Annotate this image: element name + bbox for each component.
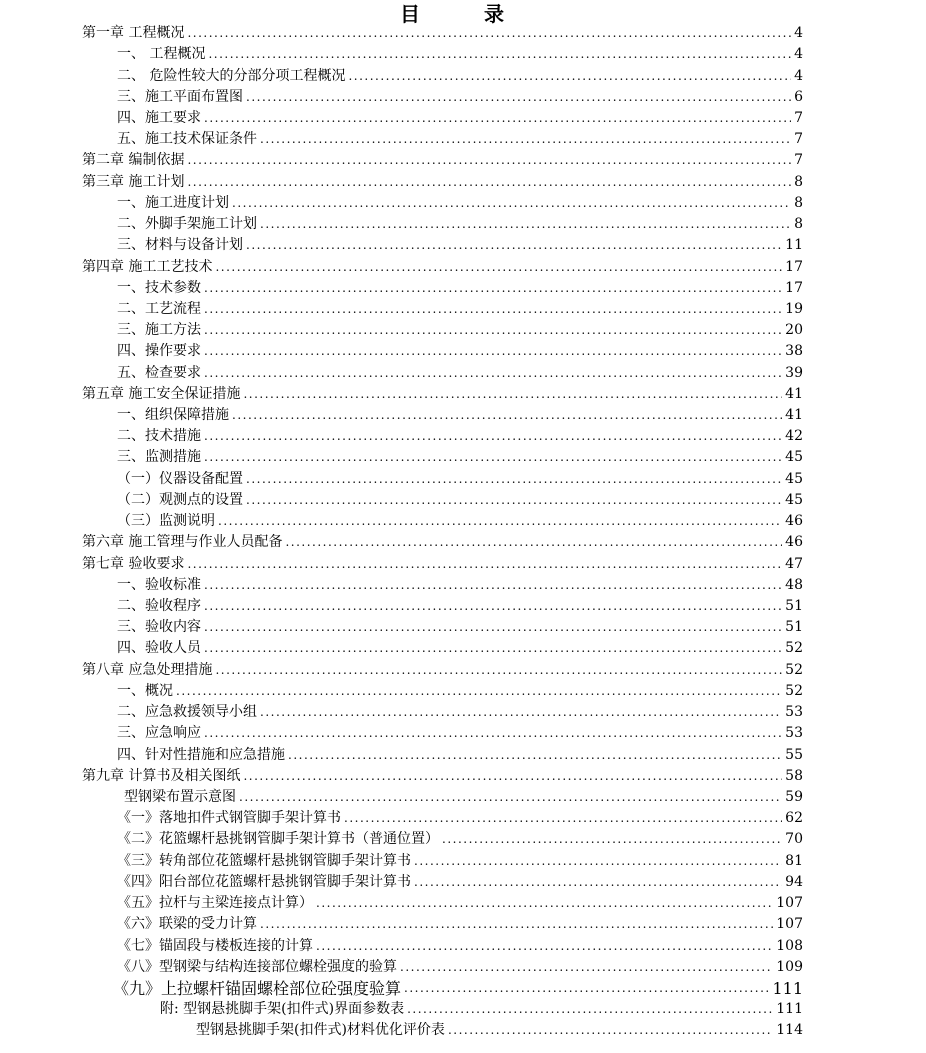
toc-entry-title: 一、 工程概况 xyxy=(117,46,206,63)
toc-entry-title: 第八章 应急处理措施 xyxy=(82,661,213,678)
toc-page-number: 7 xyxy=(794,152,803,169)
toc-entry-title: 二、 危险性较大的分部分项工程概况 xyxy=(117,67,346,84)
toc-entry[interactable] xyxy=(0,851,926,872)
toc-page-number: 4 xyxy=(794,25,803,42)
toc-entry-title: 附: 型钢悬挑脚手架(扣件式)界面参数表 xyxy=(160,1001,405,1018)
toc-dot-leader xyxy=(215,660,782,681)
toc-page-number: 45 xyxy=(785,491,803,508)
toc-page-number: 107 xyxy=(776,916,803,933)
toc-page-number: 51 xyxy=(785,619,803,636)
toc-page-number: 4 xyxy=(794,67,803,84)
toc-page-number: 41 xyxy=(785,407,803,424)
toc-entry[interactable] xyxy=(0,256,926,277)
toc-dot-leader xyxy=(204,596,782,617)
toc-dot-leader xyxy=(400,957,773,978)
toc-dot-leader xyxy=(246,235,782,256)
toc-dot-leader xyxy=(204,299,782,320)
toc-entry[interactable] xyxy=(0,532,926,553)
toc-dot-leader xyxy=(442,829,782,850)
toc-page-number: 81 xyxy=(785,852,803,869)
toc-entry-title: 《一》落地扣件式钢管脚手架计算书 xyxy=(117,810,341,827)
toc-dot-leader xyxy=(204,363,782,384)
toc-entry-title: 三、施工平面布置图 xyxy=(117,88,243,105)
toc-entry[interactable] xyxy=(0,469,926,490)
toc-entry-title: 三、材料与设备计划 xyxy=(117,237,243,254)
toc-dot-leader xyxy=(260,702,782,723)
toc-dot-leader xyxy=(246,87,791,108)
toc-dot-leader xyxy=(404,978,769,999)
toc-page-number: 47 xyxy=(785,555,803,572)
toc-entry[interactable] xyxy=(0,108,926,129)
toc-page-number: 52 xyxy=(785,682,803,699)
toc-entry-title: 五、检查要求 xyxy=(117,364,201,381)
toc-dot-leader xyxy=(204,447,782,468)
toc-entry-title: 一、施工进度计划 xyxy=(117,194,229,211)
toc-entry[interactable] xyxy=(0,129,926,150)
toc-entry-title: 一、概况 xyxy=(117,682,173,699)
toc-page-number: 17 xyxy=(785,258,803,275)
toc-page-number: 46 xyxy=(785,534,803,551)
toc-page-number: 45 xyxy=(785,470,803,487)
toc-dot-leader xyxy=(260,914,773,935)
toc-entry[interactable] xyxy=(0,893,926,914)
toc-dot-leader xyxy=(239,787,782,808)
toc-dot-leader xyxy=(232,405,782,426)
toc-page-number: 111 xyxy=(776,1001,803,1018)
toc-entry[interactable] xyxy=(0,405,926,426)
toc-entry[interactable] xyxy=(0,341,926,362)
toc-entry-title: 第一章 工程概况 xyxy=(82,25,185,42)
toc-entry[interactable] xyxy=(0,935,926,956)
toc-page-number: 48 xyxy=(785,576,803,593)
toc-page-number: 59 xyxy=(785,788,803,805)
toc-entry[interactable] xyxy=(0,638,926,659)
toc-entry-title: 三、施工方法 xyxy=(117,322,201,339)
toc-page-number: 108 xyxy=(776,937,803,954)
toc-entry[interactable] xyxy=(0,87,926,108)
toc-dot-leader xyxy=(218,511,782,532)
toc-page-number: 45 xyxy=(785,449,803,466)
toc-entry[interactable] xyxy=(0,702,926,723)
table-of-contents xyxy=(0,23,926,1042)
toc-entry-title: 《九》上拉螺杆锚固螺栓部位砼强度验算 xyxy=(113,978,402,998)
toc-page-number: 52 xyxy=(785,661,803,678)
toc-dot-leader xyxy=(187,172,791,193)
toc-dot-leader xyxy=(204,108,791,129)
toc-dot-leader xyxy=(187,554,782,575)
toc-entry[interactable] xyxy=(0,193,926,214)
toc-dot-leader xyxy=(260,129,791,150)
toc-entry[interactable] xyxy=(0,384,926,405)
toc-entry-title: 二、外脚手架施工计划 xyxy=(117,216,257,233)
toc-page-number: 53 xyxy=(785,725,803,742)
toc-entry-title: 四、施工要求 xyxy=(117,109,201,126)
toc-dot-leader xyxy=(204,278,782,299)
toc-entry[interactable] xyxy=(0,150,926,171)
toc-page-number: 94 xyxy=(785,873,803,890)
toc-page-number: 41 xyxy=(785,385,803,402)
toc-dot-leader xyxy=(204,320,782,341)
toc-entry[interactable] xyxy=(0,490,926,511)
toc-page-number: 114 xyxy=(776,1022,803,1039)
toc-dot-leader xyxy=(204,341,782,362)
toc-dot-leader xyxy=(344,808,782,829)
toc-dot-leader xyxy=(243,766,782,787)
toc-page-number: 58 xyxy=(785,767,803,784)
toc-entry[interactable] xyxy=(0,872,926,893)
toc-dot-leader xyxy=(208,44,791,65)
toc-entry[interactable] xyxy=(0,766,926,787)
toc-entry-title: 第九章 计算书及相关图纸 xyxy=(82,767,241,784)
toc-dot-leader xyxy=(204,426,782,447)
toc-entry[interactable] xyxy=(0,681,926,702)
toc-page-number: 62 xyxy=(785,810,803,827)
toc-entry-title: 五、施工技术保证条件 xyxy=(117,131,257,148)
toc-entry-title: 四、针对性措施和应急措施 xyxy=(117,746,285,763)
toc-entry-title: 《二》花篮螺杆悬挑钢管脚手架计算书（普通位置） xyxy=(117,831,439,848)
toc-page-number: 7 xyxy=(794,109,803,126)
toc-dot-leader xyxy=(348,66,791,87)
toc-entry[interactable] xyxy=(0,172,926,193)
toc-entry-title: 《四》阳台部位花篮螺杆悬挑钢管脚手架计算书 xyxy=(117,873,411,890)
toc-entry[interactable] xyxy=(0,320,926,341)
toc-entry[interactable] xyxy=(0,723,926,744)
toc-entry-title: 型钢悬挑脚手架(扣件式)材料优化评价表 xyxy=(196,1022,445,1039)
toc-entry-title: 三、应急响应 xyxy=(117,725,201,742)
toc-entry-title: （一）仪器设备配置 xyxy=(117,470,243,487)
toc-dot-leader xyxy=(414,872,782,893)
toc-entry[interactable] xyxy=(0,44,926,65)
toc-entry[interactable] xyxy=(0,978,926,999)
toc-entry[interactable] xyxy=(0,744,926,765)
toc-entry[interactable] xyxy=(0,808,926,829)
toc-dot-leader xyxy=(204,575,782,596)
toc-page-number: 38 xyxy=(785,343,803,360)
toc-dot-leader xyxy=(316,893,773,914)
toc-entry-title: 三、监测措施 xyxy=(117,449,201,466)
toc-page-number: 111 xyxy=(772,978,803,998)
toc-entry[interactable] xyxy=(0,914,926,935)
toc-entry-title: 四、操作要求 xyxy=(117,343,201,360)
toc-dot-leader xyxy=(246,490,782,511)
toc-entry-title: 《七》锚固段与楼板连接的计算 xyxy=(117,937,313,954)
toc-entry-title: 二、应急救援领导小组 xyxy=(117,704,257,721)
toc-entry[interactable] xyxy=(0,214,926,235)
toc-dot-leader xyxy=(204,617,782,638)
toc-dot-leader xyxy=(232,193,791,214)
toc-entry-title: 第二章 编制依据 xyxy=(82,152,185,169)
toc-dot-leader xyxy=(407,999,773,1020)
toc-entry-title: 四、验收人员 xyxy=(117,640,201,657)
toc-page-number: 42 xyxy=(785,428,803,445)
toc-page-number: 17 xyxy=(785,279,803,296)
toc-dot-leader xyxy=(204,723,782,744)
toc-page-number: 20 xyxy=(785,322,803,339)
toc-dot-leader xyxy=(414,851,782,872)
toc-entry-title: 第七章 验收要求 xyxy=(82,555,185,572)
toc-page-number: 55 xyxy=(785,746,803,763)
toc-entry-title: （三）监测说明 xyxy=(117,513,215,530)
toc-dot-leader xyxy=(243,384,782,405)
toc-page-number: 8 xyxy=(794,216,803,233)
toc-entry[interactable] xyxy=(0,957,926,978)
toc-page-number: 8 xyxy=(794,194,803,211)
toc-dot-leader xyxy=(204,638,782,659)
toc-entry[interactable] xyxy=(0,829,926,850)
toc-entry[interactable] xyxy=(0,426,926,447)
toc-page-number: 7 xyxy=(794,131,803,148)
toc-entry-title: 第四章 施工工艺技术 xyxy=(82,258,213,275)
toc-entry[interactable] xyxy=(0,999,926,1020)
toc-page-number: 8 xyxy=(794,173,803,190)
toc-entry-title: 型钢梁布置示意图 xyxy=(124,788,236,805)
toc-page-number: 11 xyxy=(785,237,803,254)
toc-entry[interactable] xyxy=(0,299,926,320)
toc-entry[interactable] xyxy=(0,278,926,299)
toc-entry[interactable] xyxy=(0,553,926,574)
toc-entry-title: 二、工艺流程 xyxy=(117,300,201,317)
toc-entry[interactable] xyxy=(0,575,926,596)
toc-page-number: 4 xyxy=(794,46,803,63)
toc-page-number: 53 xyxy=(785,704,803,721)
toc-entry-title: 一、组织保障措施 xyxy=(117,407,229,424)
toc-dot-leader xyxy=(288,745,782,766)
toc-entry-title: 二、技术措施 xyxy=(117,428,201,445)
toc-entry-title: 第三章 施工计划 xyxy=(82,173,185,190)
toc-page-number: 6 xyxy=(794,88,803,105)
toc-entry-title: 《三》转角部位花篮螺杆悬挑钢管脚手架计算书 xyxy=(117,852,411,869)
toc-entry-title: 《六》联梁的受力计算 xyxy=(117,916,257,933)
toc-entry[interactable] xyxy=(0,596,926,617)
toc-entry-title: 二、验收程序 xyxy=(117,598,201,615)
toc-entry-title: 一、技术参数 xyxy=(117,279,201,296)
toc-entry-title: （二）观测点的设置 xyxy=(117,491,243,508)
toc-entry-title: 《五》拉杆与主梁连接点计算） xyxy=(117,895,313,912)
toc-page-number: 109 xyxy=(776,958,803,975)
toc-entry-title: 三、验收内容 xyxy=(117,619,201,636)
toc-entry[interactable] xyxy=(0,1020,926,1041)
toc-page-number: 46 xyxy=(785,513,803,530)
toc-entry-title: 第五章 施工安全保证措施 xyxy=(82,385,241,402)
toc-entry[interactable] xyxy=(0,447,926,468)
toc-entry-title: 一、验收标准 xyxy=(117,576,201,593)
toc-entry-title: 《八》型钢梁与结构连接部位螺栓强度的验算 xyxy=(117,958,397,975)
toc-page-number: 19 xyxy=(785,300,803,317)
toc-entry-title: 第六章 施工管理与作业人员配备 xyxy=(82,534,283,551)
toc-page-number: 70 xyxy=(785,831,803,848)
toc-page-number: 52 xyxy=(785,640,803,657)
page-title: 目 录 xyxy=(400,2,526,26)
toc-page-number: 51 xyxy=(785,598,803,615)
toc-entry[interactable] xyxy=(0,660,926,681)
toc-entry[interactable] xyxy=(0,235,926,256)
toc-dot-leader xyxy=(285,532,782,553)
toc-entry[interactable] xyxy=(0,65,926,86)
toc-dot-leader xyxy=(215,257,782,278)
toc-dot-leader xyxy=(176,681,782,702)
toc-entry[interactable] xyxy=(0,23,926,44)
toc-dot-leader xyxy=(246,469,782,490)
toc-dot-leader xyxy=(316,936,773,957)
toc-entry[interactable] xyxy=(0,787,926,808)
toc-entry[interactable] xyxy=(0,617,926,638)
toc-page-number: 107 xyxy=(776,895,803,912)
toc-dot-leader xyxy=(187,23,791,44)
toc-page-number: 39 xyxy=(785,364,803,381)
toc-entry[interactable] xyxy=(0,511,926,532)
toc-dot-leader xyxy=(187,150,791,171)
toc-dot-leader xyxy=(448,1020,773,1041)
toc-dot-leader xyxy=(260,214,791,235)
toc-entry[interactable] xyxy=(0,363,926,384)
